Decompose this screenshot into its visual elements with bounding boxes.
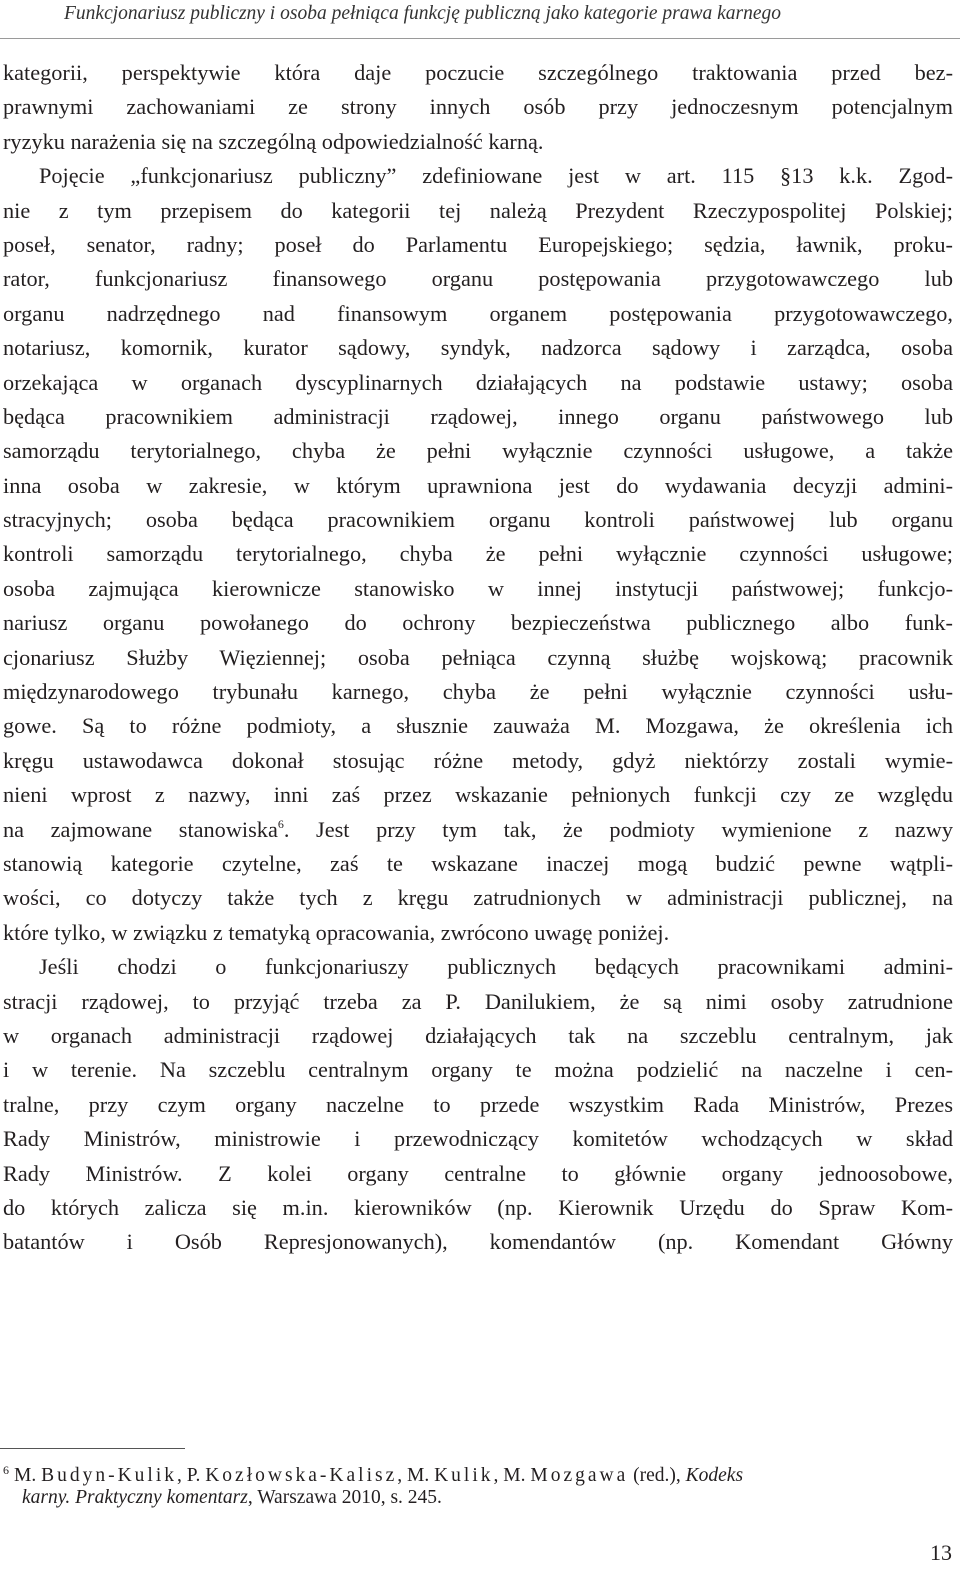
header-rule xyxy=(0,38,960,39)
text-line: notariusz, komornik, kurator sądowy, syndyk, nadzorca sądowy i zarządca, osoba xyxy=(3,335,953,361)
footnote-text: , P. xyxy=(177,1465,206,1486)
footnote-author: Mozgawa xyxy=(530,1465,629,1486)
footnote-reference[interactable]: 6 xyxy=(277,816,284,831)
text-line: i w terenie. Na szczeblu centralnym organy te można podzielić na naczelne i cen- xyxy=(3,1057,953,1083)
footnote xyxy=(3,1456,953,1512)
text-segment: na zajmowane stanowiska xyxy=(3,816,278,842)
text-line: tralne, przy czym organy naczelne to przede wszystkim Rada Ministrów, Prezes xyxy=(3,1091,953,1117)
footnote-text: , M. xyxy=(493,1465,531,1486)
text-line: Rady Ministrów, ministrowie i przewodniczący komitetów wchodzących w skład xyxy=(3,1126,953,1152)
text-line: samorządu terytorialnego, chyba że pełni wyłącznie czynności usługowe, a także xyxy=(3,438,953,464)
text-line: nieni wprost z nazwy, inni zaś przez wskazanie pełnionych funkcji czy ze względu xyxy=(3,782,953,808)
footnote-author: Budyn-Kulik xyxy=(41,1465,178,1486)
text-line: kategorii, perspektywie która daje poczucie szczególnego traktowania przed bez- xyxy=(3,60,953,85)
text-line: wości, co dotyczy także tych z kręgu zatrudnionych w administracji publicznej, na xyxy=(3,885,953,911)
text-line: batantów i Osób Represjonowanych), komendantów (np. Komendant Główny xyxy=(3,1229,953,1255)
text-line: Jeśli chodzi o funkcjonariuszy publicznych będących pracownikami admini- xyxy=(39,954,953,980)
text-line: cjonariusz Służby Więziennej; osoba pełniąca czynną służbę wojskową; pracownik xyxy=(3,644,953,670)
text-line: nariusz organu powołanego do ochrony bezpieczeństwa publicznego albo funk- xyxy=(3,610,953,636)
text-line: stracji rządowej, to przyjąć trzeba za P. Danilukiem, że są nimi osoby zatrudnione xyxy=(3,988,953,1014)
footnote-text: (red.), xyxy=(628,1465,686,1486)
text-line: prawnymi zachowaniami ze strony innych osób przy jednoczesnym potencjalnym xyxy=(3,94,953,120)
text-line xyxy=(3,813,953,847)
page-number: 13 xyxy=(930,1540,952,1565)
text-line: będąca pracownikiem administracji rządowej, innego organu państwowego lub xyxy=(3,403,953,429)
text-line: stracyjnych; osoba będąca pracownikiem organu kontroli państwowej lub organu xyxy=(3,507,953,533)
text-line: w organach administracji rządowej działających tak na szczeblu centralnym, jak xyxy=(3,1022,953,1048)
text-line: międzynarodowego trybunału karnego, chyba że pełni wyłącznie czynności usłu- xyxy=(3,679,953,705)
footnote-text: , M. xyxy=(397,1465,435,1486)
text-line: które tylko, w związku z tematyką opracowania, zwrócono uwagę poniżej. xyxy=(3,919,670,945)
footnote-text: M. xyxy=(14,1465,42,1486)
footnote-text: , Warszawa 2010, s. 245. xyxy=(247,1487,442,1508)
text-line: do których zalicza się m.in. kierowników (np. Kierownik Urzędu do Spraw Kom- xyxy=(3,1194,953,1220)
text-line: kręgu ustawodawca dokonał stosując różne metody, gdyż niektórzy zostali wymie- xyxy=(3,747,953,773)
text-segment: . Jest przy tym tak, że podmioty wymienione z nazwy xyxy=(283,816,953,842)
footnote-author: Kulik xyxy=(434,1465,494,1486)
text-line: rator, funkcjonariusz finansowego organu postępowania przygotowawczego lub xyxy=(3,266,953,292)
text-line: gowe. Są to różne podmioty, a słusznie zauważa M. Mozgawa, że określenia ich xyxy=(3,713,953,739)
footnote-line xyxy=(3,1484,953,1512)
text-line: orzekająca w organach dyscyplinarnych działających na podstawie ustawy; osoba xyxy=(3,369,953,395)
footnote-title: karny. Praktyczny komentarz xyxy=(22,1487,248,1508)
body-text xyxy=(3,56,953,1260)
text-line: stanowią kategorie czytelne, zaś te wskazane inaczej mogą budzić pewne wątpli- xyxy=(3,850,953,876)
text-line: nie z tym przepisem do kategorii tej należą Prezydent Rzeczypospolitej Polskiej; xyxy=(3,197,953,223)
text-line: organu nadrzędnego nad finansowym organem postępowania przygotowawczego, xyxy=(3,300,953,326)
running-head: Funkcjonariusz publiczny i osoba pełniąca funkcję publiczną jako kategorie prawa karnego xyxy=(64,3,782,24)
footnote-author: Kozłowska-Kalisz xyxy=(205,1465,398,1486)
text-line: Pojęcie „funkcjonariusz publiczny” zdefiniowane jest w art. 115 §13 k.k. Zgod- xyxy=(39,163,953,189)
text-line: ryzyku narażenia się na szczególną odpowiedzialność karną. xyxy=(3,128,544,154)
footnote-title: Kodeks xyxy=(685,1465,744,1486)
text-line: osoba zajmująca kierownicze stanowisko w innej instytucji państwowej; funkcjo- xyxy=(3,575,953,601)
text-line: kontroli samorządu terytorialnego, chyba że pełni wyłącznie czynności usługowe; xyxy=(3,541,953,567)
text-line: Rady Ministrów. Z kolei organy centralne to głównie organy jednoosobowe, xyxy=(3,1160,953,1186)
footnote-number: 6 xyxy=(3,1463,9,1477)
text-line: inna osoba w zakresie, w którym uprawniona jest do wydawania decyzji admini- xyxy=(3,472,953,498)
footnote-line xyxy=(3,1456,953,1484)
footnote-rule xyxy=(0,1448,185,1449)
text-line: poseł, senator, radny; poseł do Parlamentu Europejskiego; sędzia, ławnik, proku- xyxy=(3,231,953,257)
